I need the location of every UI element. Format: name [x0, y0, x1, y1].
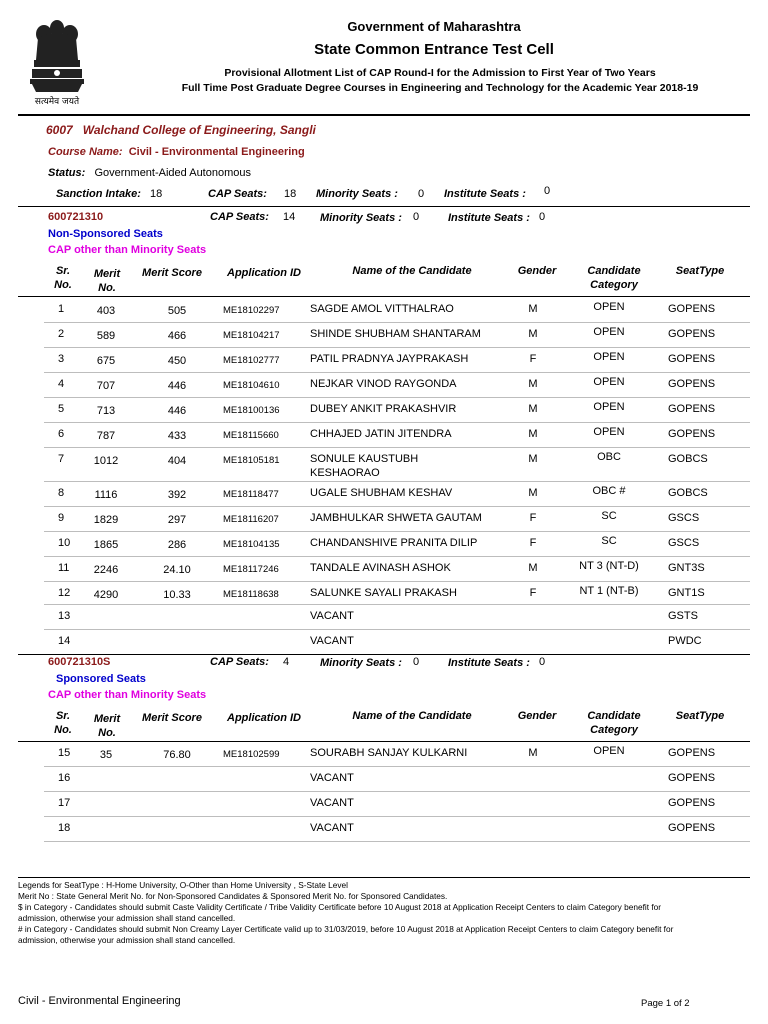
- col-seat-type: [676, 709, 725, 723]
- category-cell: OPEN: [593, 426, 625, 438]
- column-header-divider: [18, 741, 750, 742]
- category-cell: OPEN: [593, 301, 625, 313]
- seat-type-cell: GOPENS: [668, 328, 716, 340]
- col-category-line: Category: [590, 724, 638, 736]
- merit-no-cell: 1012: [93, 455, 119, 467]
- row-divider: [44, 372, 750, 373]
- col-seat-type-line: SeatType: [675, 265, 725, 277]
- candidate-name-cell: PATIL PRADNYA JAYPRAKASH: [310, 353, 469, 365]
- section-institute-label: Institute Seats :: [448, 657, 530, 669]
- col-candidate-name: [352, 264, 471, 278]
- col-sr-no-line: No.: [54, 279, 72, 291]
- gender-cell: F: [529, 353, 537, 365]
- legend-line: admission, otherwise your admission shall stand cancelled.: [18, 935, 236, 945]
- header-divider: [18, 114, 750, 116]
- col-candidate-name-line: Name of the Candidate: [352, 710, 472, 722]
- sr-no-cell: 10: [58, 537, 71, 549]
- college-code: 6007: [46, 123, 73, 137]
- merit-score-cell: 446: [167, 405, 187, 417]
- sr-no-cell: 11: [58, 562, 70, 574]
- category-cell: OPEN: [593, 376, 625, 388]
- col-gender-line: Gender: [517, 710, 557, 722]
- intake-line: [56, 185, 696, 202]
- college-name: Walchand College of Engineering, Sangli: [82, 123, 316, 137]
- section-minority-value: 0: [413, 211, 420, 223]
- row-divider: [44, 766, 750, 767]
- college-divider: [18, 206, 750, 207]
- gender-cell: M: [528, 562, 538, 574]
- sr-no-cell: 7: [58, 453, 65, 465]
- sanction-label: Sanction Intake:: [56, 188, 141, 200]
- category-cell: OPEN: [593, 745, 625, 757]
- section-cap-value: 4: [283, 656, 290, 668]
- emblem-motto: सत्यमेव जयते: [34, 97, 80, 107]
- seat-type-heading: Sponsored Seats: [56, 673, 146, 685]
- category-cell: OPEN: [593, 401, 625, 413]
- col-sr-no-line: Sr.: [55, 710, 71, 722]
- col-sr-no-line: Sr.: [55, 265, 71, 277]
- row-divider: [44, 506, 750, 507]
- seat-type-cell: GOPENS: [668, 403, 716, 415]
- col-category-line: Candidate: [587, 265, 641, 277]
- merit-score-cell: 505: [167, 305, 187, 317]
- sr-no-cell: 6: [58, 428, 65, 440]
- col-category: [587, 709, 640, 737]
- col-seat-type-line: SeatType: [675, 710, 725, 722]
- column-header-divider: [18, 296, 750, 297]
- section-minority-value: 0: [413, 656, 420, 668]
- cap-seats-label: CAP Seats:: [208, 188, 267, 200]
- candidate-name-cell: SALUNKE SAYALI PRAKASH: [310, 587, 457, 599]
- row-divider: [44, 816, 750, 817]
- category-cell: OPEN: [593, 351, 625, 363]
- merit-score-cell: 286: [167, 539, 187, 551]
- row-divider: [44, 791, 750, 792]
- college-heading: [46, 123, 316, 137]
- gender-cell: M: [528, 747, 538, 759]
- gender-cell: M: [528, 403, 538, 415]
- sr-no-cell: 15: [58, 747, 71, 759]
- seat-type-cell: GOPENS: [668, 797, 716, 809]
- candidate-name-cell: VACANT: [310, 772, 354, 784]
- merit-no-cell: 1829: [93, 514, 119, 526]
- seat-type-cell: GSCS: [668, 537, 700, 549]
- merit-no-cell: 403: [96, 305, 116, 317]
- col-merit-no-line: No.: [98, 282, 116, 294]
- candidate-name-cell: SHINDE SHUBHAM SHANTARAM: [310, 328, 481, 340]
- merit-no-cell: 713: [96, 405, 116, 417]
- section-code: 600721310: [48, 211, 104, 223]
- seat-type-cell: GNT3S: [668, 562, 705, 574]
- sr-no-cell: 5: [58, 403, 65, 415]
- application-id-cell: ME18118638: [223, 589, 279, 600]
- merit-no-cell: 4290: [93, 589, 119, 601]
- allotment-title-line1: Provisional Allotment List of CAP Round-I for the Admission to First Year of Two Years: [224, 67, 656, 79]
- col-application-id-line: Application ID: [227, 267, 301, 279]
- candidate-name-cell: SONULE KAUSTUBH: [310, 453, 419, 465]
- col-merit-score: [142, 266, 202, 280]
- col-merit-score-line: Merit Score: [142, 267, 202, 279]
- candidate-name-cell: VACANT: [310, 610, 354, 622]
- row-divider: [44, 347, 750, 348]
- merit-score-cell: 446: [167, 380, 187, 392]
- col-gender: [518, 264, 557, 278]
- merit-no-cell: 675: [96, 355, 116, 367]
- course-line: [48, 146, 305, 158]
- section-institute-label: Institute Seats :: [448, 212, 530, 224]
- col-gender: [518, 709, 557, 723]
- row-divider: [44, 841, 750, 842]
- legend-line: $ in Category - Candidates should submit Caste Validity Certificate / Tribe Validity Certificate before 10 August 2018 at Application Receipt Centers to claim Category benefit for: [18, 902, 662, 912]
- application-id-cell: ME18104135: [223, 539, 280, 550]
- section-institute-value: 0: [539, 656, 546, 668]
- gender-cell: F: [529, 587, 537, 599]
- application-id-cell: ME18102599: [223, 749, 280, 760]
- footer-course: Civil - Environmental Engineering: [18, 995, 181, 1007]
- gender-cell: F: [529, 512, 537, 524]
- row-divider: [44, 531, 750, 532]
- candidate-name-cell: SOURABH SANJAY KULKARNI: [310, 747, 468, 759]
- sr-no-cell: 17: [58, 797, 71, 809]
- sr-no-cell: 1: [58, 303, 65, 315]
- course-label: Course Name:: [48, 146, 123, 158]
- merit-no-cell: 589: [96, 330, 116, 342]
- merit-no-cell: 707: [96, 380, 116, 392]
- allotment-title-line2: Full Time Post Graduate Degree Courses in Engineering and Technology for the Academic Year 2018-19: [181, 82, 699, 94]
- col-merit-no-line: Merit: [93, 268, 121, 280]
- sanction-value: 18: [150, 188, 163, 200]
- row-divider: [44, 447, 750, 448]
- seat-subtype-heading: CAP other than Minority Seats: [48, 689, 207, 701]
- section-minority-label: Minority Seats :: [320, 657, 402, 669]
- section-cap-label: CAP Seats:: [210, 211, 269, 223]
- section-code: 600721310S: [48, 656, 111, 668]
- seat-type-cell: GOPENS: [668, 822, 716, 834]
- institute-seats-label: Institute Seats :: [444, 188, 526, 200]
- application-id-cell: ME18115660: [223, 430, 279, 441]
- category-cell: OBC #: [592, 485, 626, 497]
- merit-no-cell: 35: [99, 749, 113, 761]
- cell-title: State Common Entrance Test Cell: [314, 41, 554, 58]
- application-id-cell: ME18104217: [223, 330, 280, 341]
- seat-type-heading: Non-Sponsored Seats: [48, 228, 163, 240]
- legend-line: Merit No : State General Merit No. for Non-Sponsored Candidates & Sponsored Merit No. for Sponsored Candidates.: [18, 891, 448, 901]
- col-sr-no-line: No.: [54, 724, 72, 736]
- page-number: Page 1 of 2: [641, 998, 690, 1009]
- merit-score-cell: 433: [167, 430, 187, 442]
- candidate-name-cell: VACANT: [310, 635, 354, 647]
- candidate-name-cell: JAMBHULKAR SHWETA GAUTAM: [310, 512, 482, 524]
- col-seat-type: [676, 264, 725, 278]
- section-institute-value: 0: [539, 211, 546, 223]
- gender-cell: M: [528, 453, 538, 465]
- category-cell: NT 3 (NT-D): [579, 560, 639, 572]
- legend-line: Legends for SeatType : H-Home University, O-Other than Home University , S-State Level: [18, 880, 349, 890]
- candidate-name-cell: DUBEY ANKIT PRAKASHVIR: [310, 403, 457, 415]
- merit-score-cell: 450: [167, 355, 187, 367]
- col-merit-score: [142, 711, 202, 725]
- col-merit-no-line: No.: [98, 727, 116, 739]
- seat-type-cell: GOPENS: [668, 378, 716, 390]
- col-application-id-line: Application ID: [227, 712, 301, 724]
- col-gender-line: Gender: [517, 265, 557, 277]
- application-id-cell: ME18116207: [223, 514, 279, 525]
- merit-score-cell: 466: [167, 330, 187, 342]
- merit-score-cell: 10.33: [163, 589, 191, 601]
- col-candidate-name-line: Name of the Candidate: [352, 265, 472, 277]
- merit-score-cell: 404: [167, 455, 187, 467]
- candidate-name-cell: CHHAJED JATIN JITENDRA: [310, 428, 452, 440]
- row-divider: [44, 422, 750, 423]
- sr-no-cell: 9: [58, 512, 65, 524]
- section-cap-value: 14: [283, 211, 296, 223]
- section-cap-label: CAP Seats:: [210, 656, 269, 668]
- application-id-cell: ME18104610: [223, 380, 280, 391]
- candidate-name-cell: UGALE SHUBHAM KESHAV: [310, 487, 453, 499]
- merit-score-cell: 297: [167, 514, 187, 526]
- application-id-cell: ME18105181: [223, 455, 280, 466]
- col-sr-no: [54, 709, 72, 737]
- row-divider: [44, 604, 750, 605]
- sr-no-cell: 3: [58, 353, 65, 365]
- col-merit-no-line: Merit: [93, 713, 121, 725]
- col-sr-no: [54, 264, 72, 292]
- row-divider: [44, 481, 750, 482]
- gender-cell: F: [529, 537, 537, 549]
- sr-no-cell: 8: [58, 487, 65, 499]
- merit-score-cell: 24.10: [163, 564, 191, 576]
- gender-cell: M: [528, 328, 538, 340]
- sr-no-cell: 13: [58, 610, 71, 622]
- seat-type-cell: GNT1S: [668, 587, 705, 599]
- seat-type-cell: GOPENS: [668, 428, 716, 440]
- minority-seats-label: Minority Seats :: [316, 188, 398, 200]
- candidate-name-cell-line2: KESHAORAO: [310, 467, 380, 479]
- institute-seats-value: 0: [544, 185, 551, 197]
- gender-cell: M: [528, 303, 538, 315]
- status-label: Status:: [48, 167, 86, 179]
- row-divider: [44, 322, 750, 323]
- sr-no-cell: 2: [58, 328, 65, 340]
- minority-seats-value: 0: [418, 188, 425, 200]
- seat-type-cell: GOPENS: [668, 747, 716, 759]
- category-cell: OBC: [597, 451, 621, 463]
- gender-cell: M: [528, 428, 538, 440]
- sr-no-cell: 12: [58, 587, 71, 599]
- candidate-name-cell: VACANT: [310, 822, 354, 834]
- legend-divider: [18, 877, 750, 878]
- candidate-name-cell: NEJKAR VINOD RAYGONDA: [310, 378, 457, 390]
- status-value: Government-Aided Autonomous: [94, 167, 251, 179]
- col-application-id: [227, 711, 301, 725]
- section-minority-label: Minority Seats :: [320, 212, 402, 224]
- section-divider: [18, 654, 750, 655]
- seat-subtype-heading: CAP other than Minority Seats: [48, 244, 207, 256]
- sr-no-cell: 18: [58, 822, 71, 834]
- gender-cell: M: [528, 378, 538, 390]
- application-id-cell: ME18117246: [223, 564, 279, 575]
- seat-type-cell: GOBCS: [668, 487, 708, 499]
- col-category: [587, 264, 640, 292]
- application-id-cell: ME18100136: [223, 405, 280, 416]
- category-cell: SC: [601, 535, 617, 547]
- col-application-id: [227, 266, 301, 280]
- seat-type-cell: GOPENS: [668, 772, 716, 784]
- cap-seats-value: 18: [284, 188, 297, 200]
- row-divider: [44, 581, 750, 582]
- candidate-name-cell: CHANDANSHIVE PRANITA DILIP: [310, 537, 478, 549]
- application-id-cell: ME18102777: [223, 355, 280, 366]
- category-cell: OPEN: [593, 326, 625, 338]
- candidate-name-cell: SAGDE AMOL VITTHALRAO: [310, 303, 454, 315]
- candidate-name-cell: TANDALE AVINASH ASHOK: [310, 562, 451, 574]
- col-category-line: Category: [590, 279, 638, 291]
- status-line: [48, 167, 251, 179]
- merit-no-cell: 2246: [93, 564, 119, 576]
- gender-cell: M: [528, 487, 538, 499]
- seat-type-cell: GOPENS: [668, 353, 716, 365]
- col-merit-score-line: Merit Score: [142, 712, 202, 724]
- merit-score-cell: 392: [167, 489, 187, 501]
- row-divider: [44, 556, 750, 557]
- category-cell: SC: [601, 510, 617, 522]
- col-merit-no: [94, 712, 120, 740]
- col-candidate-name: [352, 709, 471, 723]
- sr-no-cell: 14: [58, 635, 71, 647]
- legend-line: admission, otherwise your admission shall stand cancelled.: [18, 913, 236, 923]
- course-name: Civil - Environmental Engineering: [128, 146, 305, 158]
- application-id-cell: ME18118477: [223, 489, 279, 500]
- row-divider: [44, 629, 750, 630]
- col-category-line: Candidate: [587, 710, 641, 722]
- seat-type-cell: GOBCS: [668, 453, 708, 465]
- application-id-cell: ME18102297: [223, 305, 280, 316]
- merit-no-cell: 787: [96, 430, 116, 442]
- legend-line: # in Category - Candidates should submit Non Creamy Layer Certificate valid up to 31/03/2019, before 10 August 2018 at Application Receipt Centers to claim Category benefit for: [18, 924, 674, 934]
- seat-type-cell: GSCS: [668, 512, 700, 524]
- sr-no-cell: 16: [58, 772, 71, 784]
- seat-type-cell: PWDC: [668, 635, 702, 647]
- sr-no-cell: 4: [58, 378, 65, 390]
- row-divider: [44, 397, 750, 398]
- seat-type-cell: GOPENS: [668, 303, 716, 315]
- seat-type-cell: GSTS: [668, 610, 698, 622]
- category-cell: NT 1 (NT-B): [579, 585, 639, 597]
- merit-score-cell: 76.80: [163, 749, 191, 761]
- col-merit-no: [94, 267, 120, 295]
- merit-no-cell: 1865: [93, 539, 119, 551]
- merit-no-cell: 1116: [94, 489, 118, 501]
- candidate-name-cell: VACANT: [310, 797, 354, 809]
- government-title: Government of Maharashtra: [347, 19, 521, 34]
